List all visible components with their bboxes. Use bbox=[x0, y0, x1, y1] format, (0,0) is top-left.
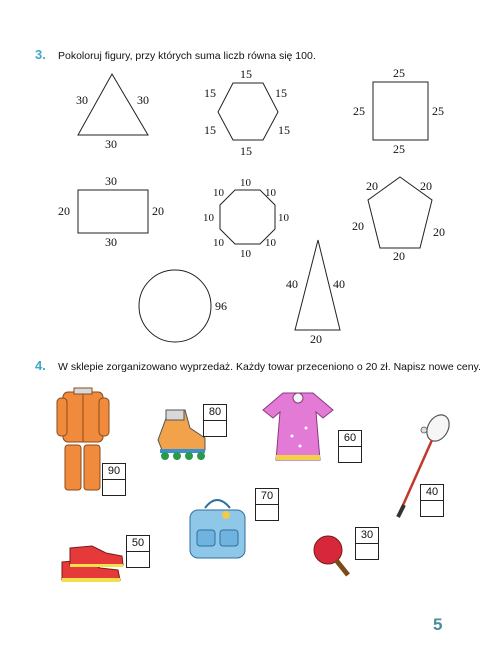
ping-pong-paddle-image bbox=[314, 536, 348, 575]
svg-text:20: 20 bbox=[366, 179, 378, 193]
triangle-side-bottom: 30 bbox=[105, 137, 117, 151]
old-price: 60 bbox=[339, 431, 361, 447]
svg-text:40: 40 bbox=[333, 277, 345, 291]
old-price: 40 bbox=[421, 485, 443, 501]
old-price: 70 bbox=[256, 489, 278, 505]
svg-text:20: 20 bbox=[420, 179, 432, 193]
svg-text:20: 20 bbox=[433, 225, 445, 239]
roller-skate-image bbox=[158, 410, 205, 460]
svg-text:30: 30 bbox=[105, 174, 117, 188]
price-box-sneakers bbox=[126, 535, 150, 568]
dress-image bbox=[263, 393, 333, 460]
svg-text:96: 96 bbox=[215, 299, 227, 313]
svg-text:20: 20 bbox=[58, 204, 70, 218]
svg-text:10: 10 bbox=[213, 187, 224, 199]
page-number: 5 bbox=[433, 615, 443, 634]
price-box-badminton-racket bbox=[420, 484, 444, 517]
svg-text:15: 15 bbox=[204, 86, 216, 100]
svg-text:10: 10 bbox=[265, 187, 276, 199]
svg-text:10: 10 bbox=[240, 177, 251, 189]
svg-text:15: 15 bbox=[204, 123, 216, 137]
svg-text:25: 25 bbox=[432, 104, 444, 118]
svg-text:15: 15 bbox=[240, 67, 252, 81]
task-4-instruction: W sklepie zorganizowano wyprzedaż. Każdy towar przeceniono o 20 zł. Napisz nowe ceny. bbox=[58, 361, 481, 373]
svg-text:10: 10 bbox=[240, 248, 251, 260]
backpack-image bbox=[190, 500, 245, 558]
new-price-field[interactable] bbox=[356, 544, 378, 559]
old-price: 90 bbox=[103, 464, 125, 480]
svg-text:10: 10 bbox=[278, 212, 289, 224]
svg-text:20: 20 bbox=[393, 249, 405, 263]
svg-text:15: 15 bbox=[240, 144, 252, 158]
sneakers-image bbox=[62, 546, 123, 582]
svg-text:10: 10 bbox=[203, 212, 214, 224]
price-box-dress bbox=[338, 430, 362, 463]
new-price-field[interactable] bbox=[103, 480, 125, 495]
svg-text:20: 20 bbox=[152, 204, 164, 218]
task-3-number: 3. bbox=[35, 47, 46, 62]
svg-text:30: 30 bbox=[105, 235, 117, 249]
price-box-roller-skate bbox=[203, 404, 227, 437]
task-4-number: 4. bbox=[35, 358, 46, 373]
new-price-field[interactable] bbox=[256, 505, 278, 520]
new-price-field[interactable] bbox=[127, 552, 149, 567]
price-box-ping-pong-paddle bbox=[355, 527, 379, 560]
task-3-instruction: Pokoloruj figury, przy których suma liczb równa się 100. bbox=[58, 50, 316, 62]
new-price-field[interactable] bbox=[421, 501, 443, 516]
svg-text:40: 40 bbox=[286, 277, 298, 291]
svg-text:15: 15 bbox=[275, 86, 287, 100]
svg-text:25: 25 bbox=[393, 66, 405, 80]
triangle-side-right: 30 bbox=[137, 93, 149, 107]
new-price-field[interactable] bbox=[339, 447, 361, 462]
old-price: 30 bbox=[356, 528, 378, 544]
svg-text:20: 20 bbox=[310, 332, 322, 346]
svg-text:15: 15 bbox=[278, 123, 290, 137]
svg-text:20: 20 bbox=[352, 219, 364, 233]
svg-text:10: 10 bbox=[265, 237, 276, 249]
old-price: 80 bbox=[204, 405, 226, 421]
triangle-side-left: 30 bbox=[76, 93, 88, 107]
price-box-backpack bbox=[255, 488, 279, 521]
svg-text:25: 25 bbox=[393, 142, 405, 156]
svg-text:10: 10 bbox=[213, 237, 224, 249]
old-price: 50 bbox=[127, 536, 149, 552]
new-price-field[interactable] bbox=[204, 421, 226, 436]
price-box-ski-suit bbox=[102, 463, 126, 496]
svg-text:25: 25 bbox=[353, 104, 365, 118]
